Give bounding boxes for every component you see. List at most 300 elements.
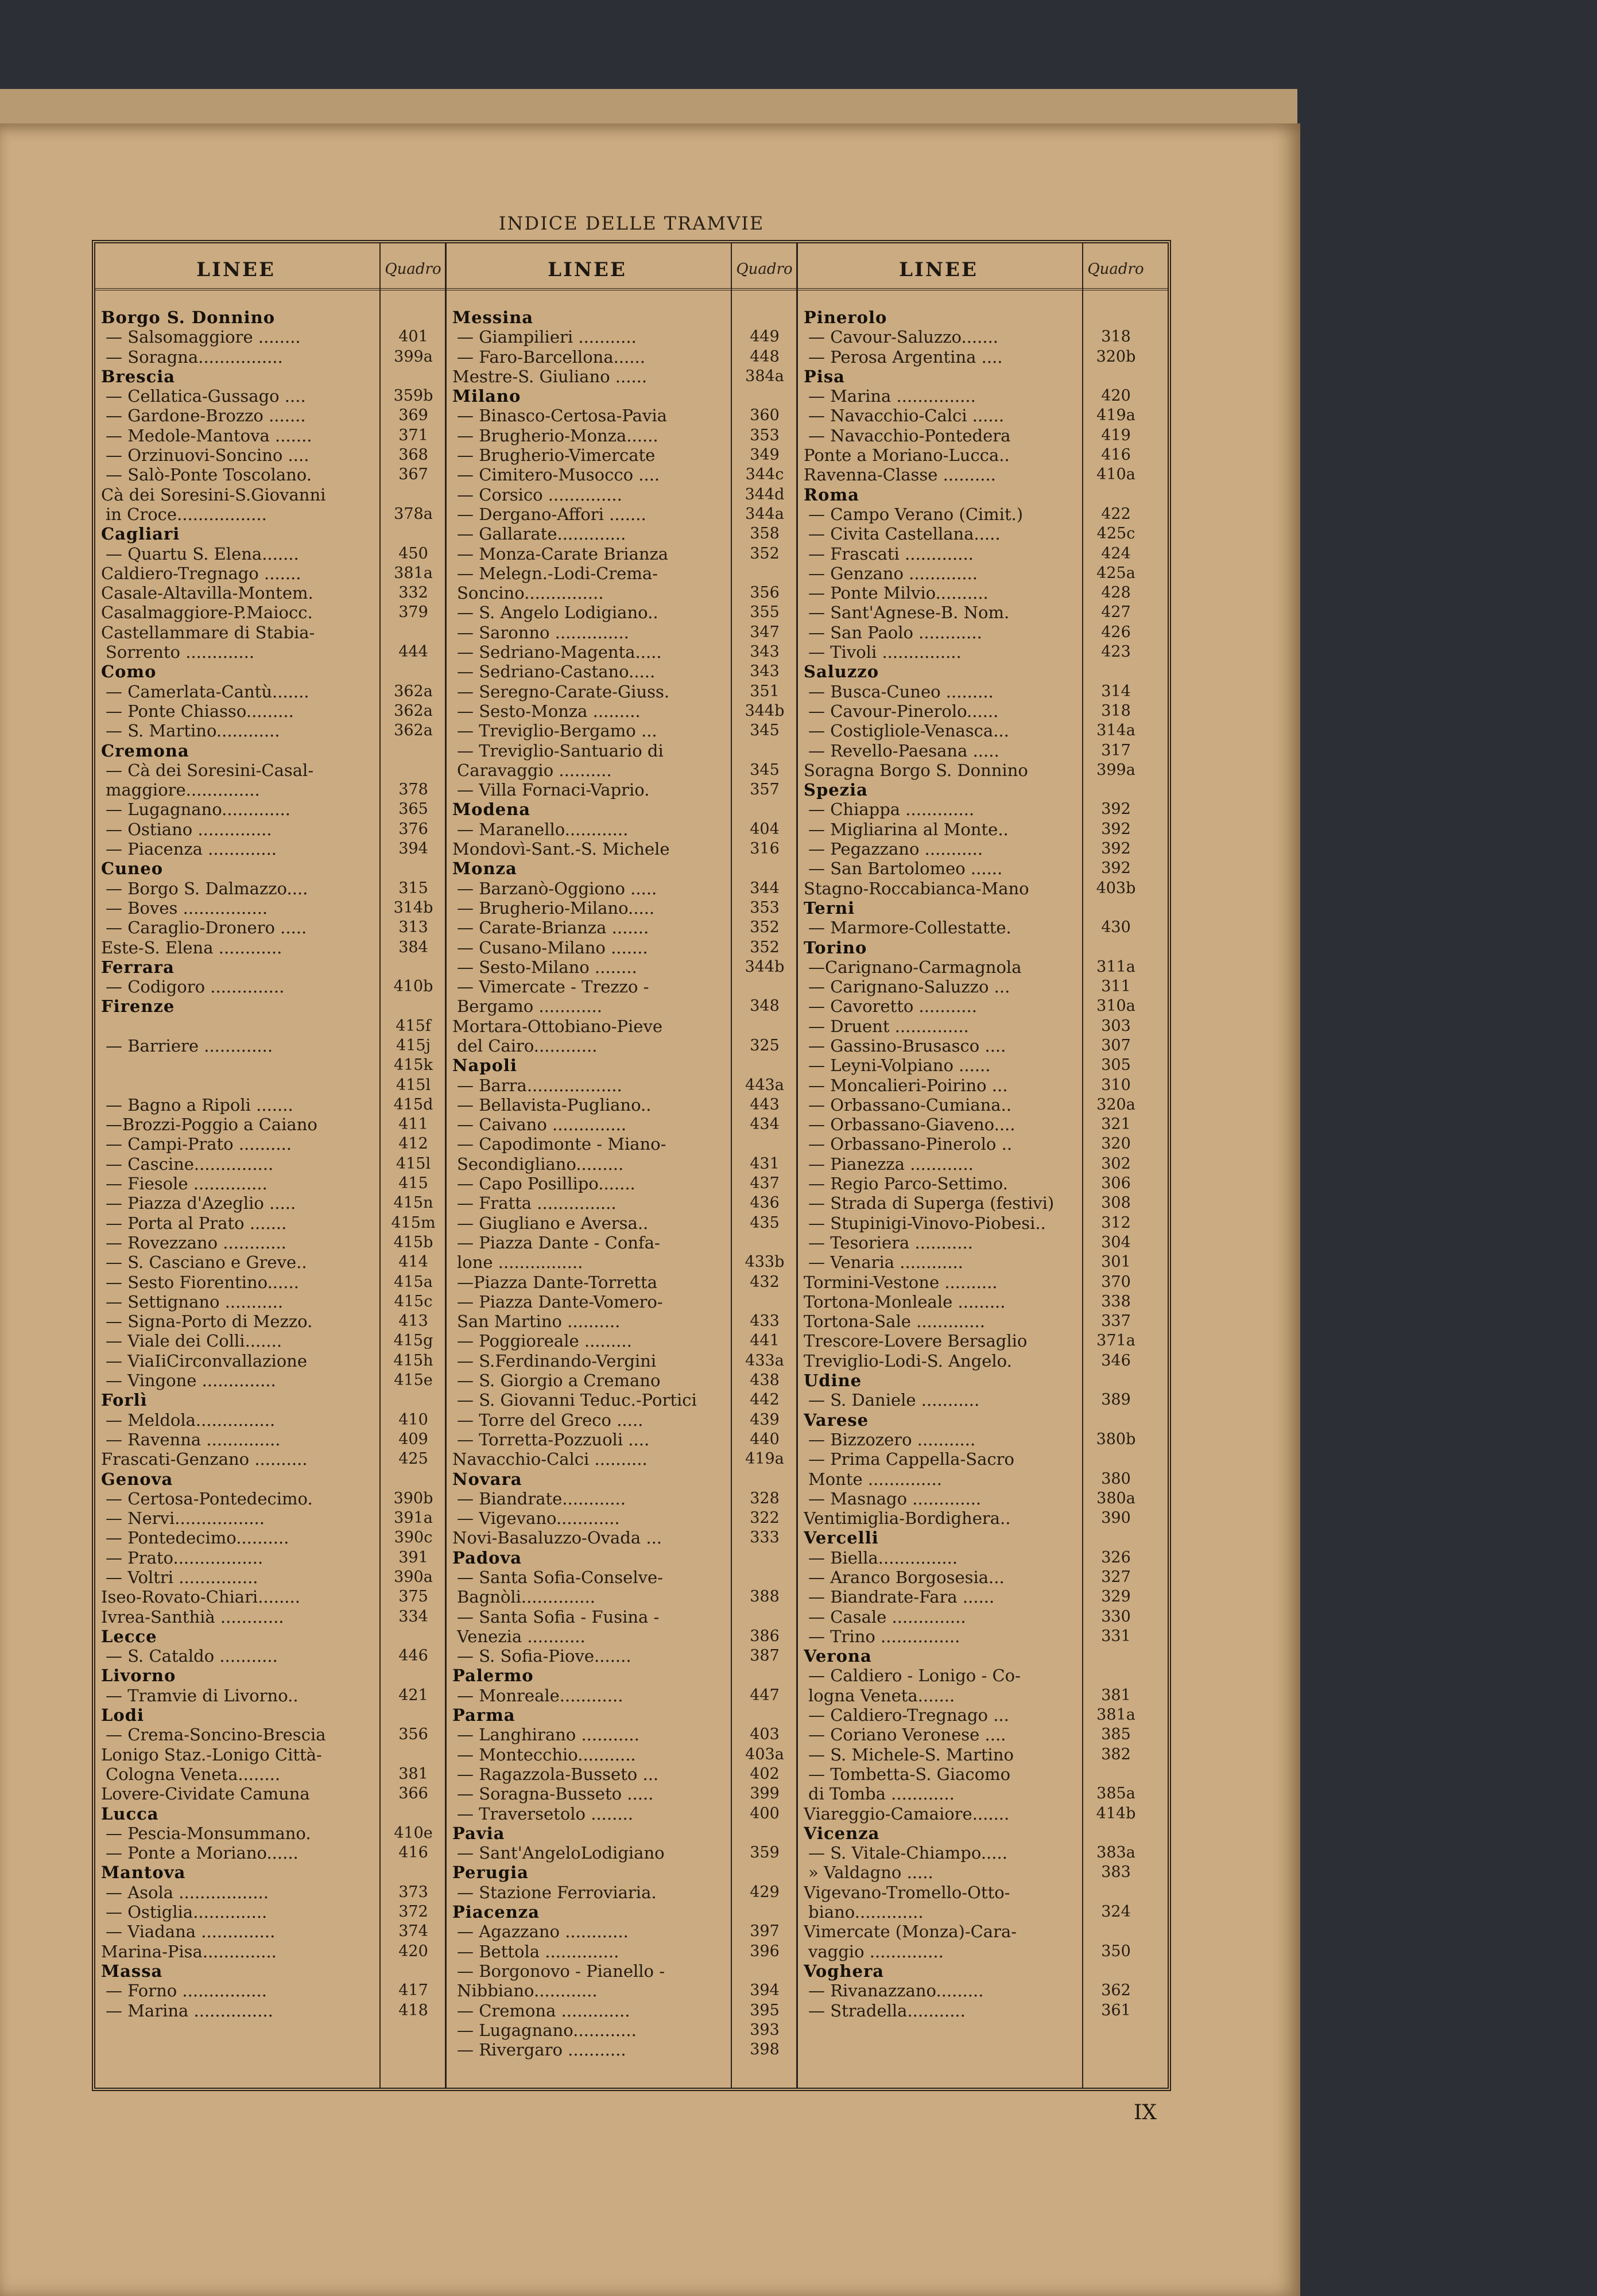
entry-name: Roma — [804, 484, 859, 505]
entry-name: Bagnòli.............. — [457, 1587, 595, 1607]
quadro-number: 345 — [750, 722, 780, 740]
entry-name: Cagliari — [101, 524, 180, 544]
quadro-number: 358 — [750, 525, 780, 543]
quadro-number: 447 — [750, 1686, 780, 1704]
index-entry — [804, 820, 1168, 839]
index-entry — [452, 918, 796, 937]
entry-name: Novara — [452, 1469, 522, 1489]
quadro-number: 403b — [1096, 879, 1136, 897]
entry-name: — Costigliole-Venasca... — [808, 721, 1009, 741]
index-entry — [452, 1764, 796, 1784]
quadro-number: 357 — [750, 781, 780, 799]
quadro-number: 350 — [1101, 1942, 1131, 1960]
index-entry — [804, 1922, 1168, 1941]
quadro-header: Quadro — [385, 261, 441, 278]
entry-name: — Genzano ............. — [808, 563, 978, 583]
entry-name: — Druent .............. — [808, 1016, 969, 1036]
entry-name: Navacchio-Calci .......... — [452, 1449, 648, 1469]
index-entry — [804, 445, 1168, 465]
quadro-number: 415a — [394, 1273, 433, 1291]
entry-name: Massa — [101, 1961, 163, 1981]
index-entry — [101, 485, 445, 505]
index-entry — [101, 1981, 445, 2000]
entry-name: Torino — [804, 937, 867, 957]
entry-name: — Giampilieri ........... — [457, 327, 637, 347]
entry-name: Casale-Altavilla-Montem. — [101, 583, 313, 603]
entry-name: — Ostiglia.............. — [106, 1902, 268, 1922]
quadro-number: 435 — [750, 1213, 780, 1232]
index-entry — [452, 2001, 796, 2020]
index-entry — [452, 1430, 796, 1449]
quadro-number: 415k — [394, 1056, 433, 1075]
quadro-number: 351 — [750, 682, 780, 700]
quadro-number: 308 — [1101, 1194, 1131, 1212]
index-entry — [101, 386, 445, 406]
quadro-number: 401 — [398, 328, 428, 346]
entry-name: — Barzanò-Oggiono ..... — [457, 878, 657, 898]
index-entry — [804, 1725, 1168, 1744]
index-entry — [452, 1627, 796, 1646]
entry-name: — Treviglio-Bergamo ... — [457, 721, 657, 741]
entry-name: — Gallarate............. — [457, 524, 626, 544]
entry-name: — Campo Verano (Cimit.) — [808, 504, 1024, 524]
entry-name: — Stradella........... — [808, 2000, 966, 2020]
quadro-number: 385 — [1101, 1725, 1131, 1744]
quadro-number: 430 — [1101, 918, 1131, 937]
quadro-number: 371a — [1096, 1332, 1135, 1350]
lines-header: LINEE — [196, 258, 276, 281]
quadro-number: 344c — [745, 466, 784, 484]
index-city-heading — [101, 308, 445, 327]
quadro-number: 368 — [398, 446, 428, 464]
entry-name: Caravaggio .......... — [457, 760, 612, 780]
index-entry — [804, 1193, 1168, 1213]
entry-name: — Tesoriera ........... — [808, 1232, 973, 1252]
quadro-number: 306 — [1101, 1174, 1131, 1193]
index-entry — [804, 1056, 1168, 1075]
index-city-heading — [804, 938, 1168, 957]
index-entry — [452, 820, 796, 839]
index-entry — [452, 1095, 796, 1115]
entry-name: Cologna Veneta........ — [106, 1764, 281, 1784]
index-entry — [452, 406, 796, 425]
entry-name: — Aranco Borgosesia... — [808, 1568, 1005, 1587]
index-entry — [101, 977, 445, 996]
index-entry — [452, 977, 796, 996]
index-entry — [452, 957, 796, 977]
quadro-number: 344d — [745, 485, 785, 503]
index-entry — [101, 1213, 445, 1233]
index-city-heading — [101, 741, 445, 761]
entry-name: — Signa-Porto di Mezzo. — [106, 1312, 313, 1332]
index-city-heading — [804, 485, 1168, 505]
index-entry — [804, 505, 1168, 524]
index-city-heading — [804, 1824, 1168, 1843]
index-entry — [452, 1252, 796, 1272]
quadro-number: 337 — [1101, 1312, 1131, 1331]
quadro-number: 344 — [750, 879, 780, 897]
quadro-number: 426 — [1101, 623, 1131, 641]
entry-name: — Rovezzano ............ — [106, 1232, 286, 1252]
index-entry — [804, 1252, 1168, 1272]
entry-name: — Brugherio-Monza...... — [457, 425, 658, 445]
entry-name: lone ................ — [457, 1252, 583, 1273]
entry-name: — Biandrate............ — [457, 1488, 626, 1508]
index-entry — [452, 1922, 796, 1941]
entry-name: Stagno-Roccabianca-Mano — [804, 878, 1029, 898]
entry-name: — Marina ............... — [106, 2000, 273, 2020]
index-entry — [804, 1312, 1168, 1331]
entry-name: — Ragazzola-Busseto ... — [457, 1764, 659, 1784]
index-entry — [804, 1233, 1168, 1252]
quadro-number: 444 — [398, 643, 428, 661]
quadro-number: 311a — [1096, 957, 1135, 976]
index-entry — [101, 1883, 445, 1902]
quadro-number: 440 — [750, 1430, 780, 1448]
index-entry — [804, 1705, 1168, 1725]
index-entry — [804, 1174, 1168, 1193]
entry-name: — Chiappa ............. — [808, 800, 975, 820]
entry-name: Nibbiano............ — [457, 1981, 598, 2001]
index-entry — [804, 1568, 1168, 1587]
quadro-number: 378a — [394, 505, 433, 523]
index-entry — [804, 1213, 1168, 1233]
running-head: INDICE DELLE TRAMVIE — [498, 212, 765, 234]
index-entry — [101, 682, 445, 701]
index-entry — [101, 918, 445, 937]
quadro-number: 352 — [750, 544, 780, 563]
index-entry — [804, 524, 1168, 544]
entry-name: Soncino............... — [457, 583, 604, 603]
index-city-heading — [804, 780, 1168, 800]
entry-name: Lucca — [101, 1804, 159, 1824]
index-entry — [101, 465, 445, 484]
entry-name: — Villa Fornaci-Vaprio. — [457, 780, 650, 800]
entry-name: Verona — [804, 1646, 872, 1666]
index-city-heading — [101, 1705, 445, 1725]
quadro-number: 318 — [1101, 328, 1131, 346]
quadro-number: 328 — [750, 1489, 780, 1507]
index-city-heading — [101, 1804, 445, 1824]
entry-name: — Meldola............... — [106, 1410, 276, 1430]
entry-name: — S. Giovanni Teduc.-Portici — [457, 1390, 697, 1410]
quadro-number: 329 — [1101, 1588, 1131, 1606]
entry-name: — Bettola .............. — [457, 1941, 619, 1961]
index-entry — [804, 544, 1168, 564]
quadro-number: 380 — [1101, 1469, 1131, 1488]
index-entry — [452, 996, 796, 1016]
entry-name: Tormini-Vestone .......... — [804, 1272, 998, 1292]
index-entry — [101, 1942, 445, 1961]
index-entry — [804, 957, 1168, 977]
index-entry — [804, 1587, 1168, 1607]
quadro-number: 400 — [750, 1804, 780, 1822]
quadro-number: 399a — [394, 347, 433, 366]
entry-name: — Ponte a Moriano...... — [106, 1843, 299, 1863]
quadro-number: 345 — [750, 761, 780, 779]
index-entry — [101, 1902, 445, 1922]
quadro-number: 327 — [1101, 1568, 1131, 1586]
index-entry — [101, 1056, 445, 1075]
index-column-2 — [447, 243, 798, 2088]
entry-name: Varese — [804, 1410, 869, 1430]
index-entry — [452, 662, 796, 681]
quadro-number: 381 — [398, 1764, 428, 1783]
index-entry — [452, 879, 796, 898]
quadro-number: 333 — [750, 1529, 780, 1547]
index-city-heading — [101, 1961, 445, 1981]
quadro-number: 353 — [750, 426, 780, 444]
entry-name: — Vigevano............ — [457, 1508, 620, 1529]
index-entry — [804, 761, 1168, 780]
entry-name: » Valdagno ..... — [808, 1863, 933, 1883]
entry-name: vaggio .............. — [808, 1941, 944, 1961]
index-entry — [101, 505, 445, 524]
index-entry — [452, 839, 796, 859]
index-entry — [804, 1764, 1168, 1784]
entry-name: — Bagno a Ripoli ....... — [106, 1095, 293, 1115]
quadro-number: 429 — [750, 1883, 780, 1901]
entry-name: — Monza-Carate Brianza — [457, 544, 669, 564]
index-entry — [101, 1154, 445, 1174]
index-entry — [804, 1430, 1168, 1449]
entry-name: Terni — [804, 898, 855, 918]
quadro-number: 415g — [393, 1332, 433, 1350]
quadro-number: 347 — [750, 623, 780, 641]
entry-name: — ViaIiCirconvallazione — [106, 1351, 308, 1371]
index-entry — [452, 445, 796, 465]
index-city-heading — [101, 1469, 445, 1489]
quadro-number: 394 — [750, 1981, 780, 2000]
index-entry — [804, 879, 1168, 898]
entry-name: — Pegazzano ........... — [808, 839, 983, 859]
quadro-number: 419 — [1101, 426, 1131, 444]
index-entry — [452, 1883, 796, 1902]
entry-name: — Caraglio-Dronero ..... — [106, 918, 307, 938]
index-entry — [804, 977, 1168, 996]
entry-name: Cuneo — [101, 859, 164, 879]
index-rows — [101, 308, 445, 2020]
entry-name: — Orbassano-Cumiana.. — [808, 1095, 1012, 1115]
quadro-number: 449 — [750, 328, 780, 346]
quadro-number: 301 — [1101, 1253, 1131, 1271]
quadro-number: 425c — [1096, 525, 1135, 543]
quadro-number: 344a — [745, 505, 784, 523]
quadro-number: 417 — [398, 1981, 428, 2000]
entry-name: — Prima Cappella-Sacro — [808, 1449, 1015, 1469]
quadro-number: 380b — [1096, 1430, 1136, 1448]
index-entry — [804, 1548, 1168, 1568]
index-entry — [452, 2040, 796, 2060]
index-entry — [101, 327, 445, 347]
index-entry — [804, 1863, 1168, 1882]
index-entry — [804, 426, 1168, 445]
index-entry — [101, 544, 445, 564]
index-entry — [804, 682, 1168, 701]
quadro-number: 320a — [1096, 1095, 1135, 1114]
entry-name: — Borgonovo - Pianello - — [457, 1961, 665, 1981]
entry-name: — Crema-Soncino-Brescia — [106, 1725, 326, 1745]
entry-name: — Camerlata-Cantù....... — [106, 681, 309, 701]
index-entry — [804, 642, 1168, 662]
quadro-number: 365 — [398, 800, 428, 819]
entry-name: — Saronno .............. — [457, 622, 629, 642]
entry-name: Mestre-S. Giuliano ...... — [452, 366, 648, 386]
quadro-number: 424 — [1101, 544, 1131, 563]
index-entry — [101, 938, 445, 957]
quadro-header: Quadro — [1087, 261, 1144, 278]
entry-name: Mondovì-Sant.-S. Michele — [452, 839, 670, 859]
index-entry — [101, 347, 445, 367]
quadro-number: 367 — [398, 466, 428, 484]
entry-name: — Cavour-Pinerolo...... — [808, 701, 999, 721]
quadro-number: 382 — [1101, 1745, 1131, 1763]
column-header — [447, 243, 796, 290]
quadro-number: 338 — [1101, 1292, 1131, 1310]
index-entry — [804, 1273, 1168, 1292]
entry-name: — Marmore-Collestatte. — [808, 918, 1011, 938]
index-city-heading — [452, 1056, 796, 1075]
index-entry — [452, 1134, 796, 1154]
index-entry — [804, 1449, 1168, 1469]
entry-name: — Piazza Dante - Confa- — [457, 1232, 660, 1252]
index-city-heading — [804, 1528, 1168, 1548]
index-city-heading — [452, 308, 796, 327]
quadro-number: 423 — [1101, 643, 1131, 661]
index-entry — [452, 1528, 796, 1548]
quadro-number: 384 — [398, 938, 428, 956]
quadro-number: 415l — [396, 1154, 431, 1173]
index-entry — [452, 2020, 796, 2040]
index-entry — [101, 445, 445, 465]
entry-name: Monte .............. — [808, 1469, 942, 1489]
entry-name: — S. Angelo Lodigiano.. — [457, 603, 658, 623]
quadro-number: 442 — [750, 1391, 780, 1409]
quadro-number: 378 — [398, 781, 428, 799]
quadro-number: 416 — [398, 1844, 428, 1862]
quadro-number: 411 — [398, 1115, 428, 1134]
entry-name: Trescore-Lovere Bersaglio — [804, 1331, 1028, 1351]
entry-name: Viareggio-Camaiore....... — [804, 1804, 1010, 1824]
entry-name: — Regio Parco-Settimo. — [808, 1174, 1008, 1194]
quadro-number: 389 — [1101, 1391, 1131, 1409]
entry-name: — Cà dei Soresini-Casal- — [106, 760, 314, 780]
quadro-number: 355 — [750, 603, 780, 622]
quadro-number: 395 — [750, 2001, 780, 2019]
entry-name: — Masnago ............. — [808, 1488, 982, 1508]
entry-name: Vercelli — [804, 1528, 879, 1548]
entry-name: —Brozzi-Poggio a Caiano — [106, 1115, 317, 1135]
quadro-number: 390a — [394, 1568, 433, 1586]
index-entry — [101, 721, 445, 740]
quadro-number: 362 — [1101, 1981, 1131, 2000]
entry-name: Ravenna-Classe .......... — [804, 465, 996, 485]
quadro-number: 425 — [398, 1450, 428, 1468]
index-entry — [101, 1095, 445, 1115]
quadro-number: 324 — [1101, 1903, 1131, 1921]
index-entry — [101, 426, 445, 445]
entry-name: — Torretta-Pozzuoli .... — [457, 1429, 650, 1449]
entry-name: — Sedriano-Castano..... — [457, 662, 656, 682]
entry-name: — Settignano ........... — [106, 1292, 284, 1312]
index-entry — [101, 1233, 445, 1252]
quadro-number: 375 — [398, 1588, 428, 1606]
entry-name: Forlì — [101, 1390, 148, 1410]
index-city-heading — [101, 859, 445, 878]
entry-name: — Carignano-Saluzzo ... — [808, 977, 1010, 997]
entry-name: — Moncalieri-Poirino ... — [808, 1075, 1008, 1095]
quadro-number: 418 — [398, 2001, 428, 2019]
quadro-number: 392 — [1101, 800, 1131, 819]
quadro-number: 392 — [1101, 820, 1131, 838]
index-city-heading — [101, 524, 445, 544]
index-city-heading — [101, 1627, 445, 1646]
index-entry — [101, 1115, 445, 1134]
index-city-heading — [101, 662, 445, 681]
index-entry — [101, 1764, 445, 1784]
index-entry — [804, 1804, 1168, 1824]
entry-name: Lecce — [101, 1626, 157, 1646]
index-entry — [452, 1646, 796, 1666]
quadro-number: 322 — [750, 1509, 780, 1527]
index-rows — [452, 308, 796, 2060]
entry-name: — Caldiero - Lonigo - Co- — [808, 1666, 1021, 1686]
quadro-number: 437 — [750, 1174, 780, 1193]
index-entry — [804, 1666, 1168, 1685]
quadro-number: 362a — [394, 682, 433, 700]
entry-name: in Croce................. — [106, 504, 267, 524]
quadro-number: 380a — [1096, 1489, 1135, 1507]
index-entry — [452, 1292, 796, 1312]
entry-name: San Martino .......... — [457, 1312, 621, 1332]
index-entry — [101, 1017, 445, 1036]
index-entry — [452, 1312, 796, 1331]
entry-name: — San Paolo ............ — [808, 622, 982, 642]
entry-name: — Orzinuovi-Soncino .... — [106, 445, 309, 466]
index-entry — [804, 1745, 1168, 1764]
index-entry — [452, 583, 796, 603]
index-entry — [452, 761, 796, 780]
index-entry — [804, 1351, 1168, 1371]
entry-name: Palermo — [452, 1666, 534, 1686]
quadro-number: 310a — [1096, 997, 1135, 1015]
entry-name: Ponte a Moriano-Lucca.. — [804, 445, 1010, 466]
quadro-number: 414 — [398, 1253, 428, 1271]
index-entry — [452, 1449, 796, 1469]
entry-name: — Soragna................ — [106, 347, 283, 367]
quadro-number: 403 — [750, 1725, 780, 1744]
index-entry — [101, 1252, 445, 1272]
index-city-heading — [804, 1371, 1168, 1390]
entry-name: — Barriere ............. — [106, 1035, 273, 1056]
quadro-number: 446 — [398, 1647, 428, 1665]
quadro-number: 315 — [398, 879, 428, 897]
entry-name: Secondigliano......... — [457, 1154, 624, 1174]
index-entry — [101, 1843, 445, 1863]
entry-name: — S. Martino............ — [106, 721, 280, 741]
quadro-number: 370 — [1101, 1273, 1131, 1291]
entry-name: — Cremona ............. — [457, 2000, 630, 2020]
entry-name: — Cascine............... — [106, 1154, 274, 1174]
index-entry — [804, 564, 1168, 583]
entry-name: Voghera — [804, 1961, 885, 1981]
index-entry — [101, 583, 445, 603]
entry-name: Sorrento ............. — [106, 642, 255, 662]
quadro-number: 410 — [398, 1410, 428, 1429]
entry-name: Mortara-Ottobiano-Pieve — [452, 1016, 663, 1036]
entry-name: — Cellatica-Gussago .... — [106, 386, 306, 406]
entry-name: — Faro-Barcellona...... — [457, 347, 645, 367]
